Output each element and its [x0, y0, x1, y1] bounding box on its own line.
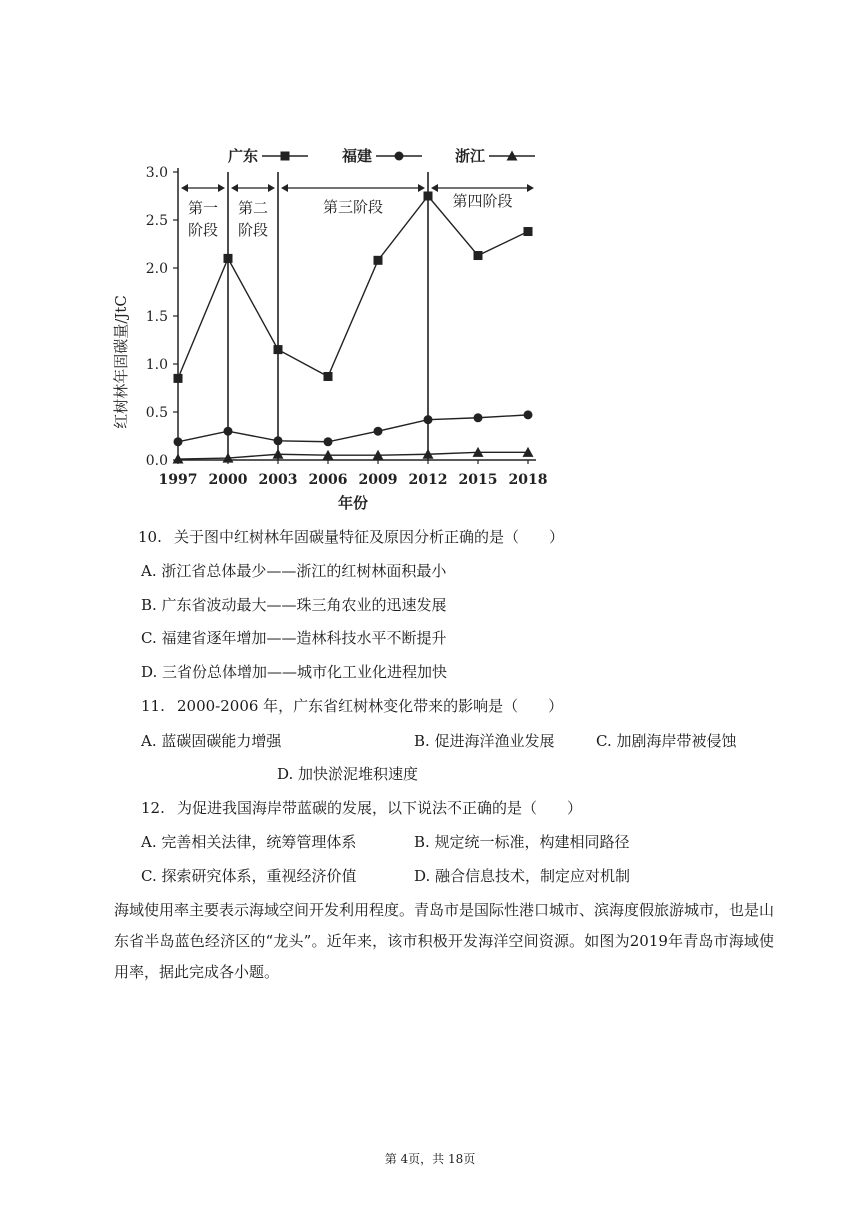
square-marker: [174, 374, 183, 383]
x-tick-label: 2015: [458, 472, 498, 488]
question-10-option-c[interactable]: C. 福建省逐年增加——造林科技水平不断提升: [141, 629, 447, 647]
stage-label: 第四阶段: [452, 192, 513, 210]
square-marker: [224, 254, 233, 263]
x-tick-label: 2006: [308, 472, 348, 488]
question-11-option-d[interactable]: D. 加快淤泥堆积速度: [277, 765, 419, 783]
y-tick-label: 0.0: [145, 453, 168, 469]
passage-paragraph: 海域使用率主要表示海域空间开发利用程度。青岛市是国际性港口城市、滨海度假旅游城市，也是山东省半岛蓝色经济区的“龙头”。近年来，该市积极开发海洋空间资源。如图为2019年青岛市海域使用率，据此完成各小题。: [114, 901, 775, 981]
y-tick-label: 1.0: [145, 357, 168, 373]
question-11-number: 11.: [141, 697, 165, 715]
mangrove-carbon-chart: [110, 138, 560, 518]
question-10-stem: [138, 527, 564, 547]
stage-arrow-head: [268, 184, 275, 192]
x-tick-label: 1997: [158, 472, 198, 488]
circle-marker: [424, 415, 433, 424]
y-axis-label: 红树林年固碳量/JtC: [112, 295, 130, 429]
stage-arrow-head: [418, 184, 425, 192]
circle-marker: [174, 437, 183, 446]
chart-series: [173, 192, 534, 464]
question-12-option-c[interactable]: C. 探索研究体系，重视经济价值: [141, 867, 357, 885]
y-tick-label: 1.5: [145, 309, 168, 325]
circle-marker: [374, 427, 383, 436]
question-12-option-d[interactable]: D. 融合信息技术，制定应对机制: [414, 867, 631, 885]
series-line-square: [178, 196, 528, 378]
y-tick-label: 3.0: [145, 165, 168, 181]
square-marker: [374, 256, 383, 265]
x-tick-label: 2003: [258, 472, 298, 488]
square-marker: [281, 152, 290, 161]
circle-marker: [524, 410, 533, 419]
question-12-option-b[interactable]: B. 规定统一标准，构建相同路径: [414, 833, 630, 851]
question-10-number: 10.: [138, 528, 162, 546]
stage-label: 阶段: [237, 221, 269, 239]
question-10-option-d[interactable]: D. 三省份总体增加——城市化工业化进程加快: [141, 663, 448, 681]
stage-arrow-head: [527, 184, 534, 192]
question-12-text: 为促进我国海岸带蓝碳的发展，以下说法不正确的是（ ）: [177, 799, 583, 817]
circle-marker: [324, 437, 333, 446]
question-10-option-a[interactable]: A. 浙江省总体最少——浙江的红树林面积最小: [141, 562, 447, 580]
x-axis-label: 年份: [337, 494, 369, 512]
question-10-text: 关于图中红树林年固碳量特征及原因分析正确的是（ ）: [174, 528, 565, 546]
stage-arrow-head: [431, 184, 438, 192]
question-11-option-c[interactable]: C. 加剧海岸带被侵蚀: [596, 732, 737, 750]
question-10-option-b[interactable]: B. 广东省波动最大——珠三角农业的迅速发展: [141, 596, 447, 614]
y-tick-label: 2.5: [145, 213, 168, 229]
stage-label: 第三阶段: [322, 198, 384, 216]
circle-marker: [224, 427, 233, 436]
question-11-stem: [141, 696, 563, 716]
square-marker: [524, 227, 533, 236]
stage-arrow-head: [231, 184, 238, 192]
square-marker: [324, 372, 333, 381]
stage-arrow-head: [281, 184, 288, 192]
legend-label: 广东: [228, 147, 259, 165]
page-footer: 第 4页，共 18页: [384, 1152, 476, 1166]
square-marker: [274, 345, 283, 354]
circle-marker: [474, 413, 483, 422]
square-marker: [424, 192, 433, 201]
question-11-option-b[interactable]: B. 促进海洋渔业发展: [414, 732, 555, 750]
x-tick-label: 2012: [408, 472, 448, 488]
stage-label: 阶段: [187, 221, 219, 239]
stage-label: 第二: [237, 199, 269, 217]
circle-marker: [274, 436, 283, 445]
legend-label: 浙江: [455, 147, 486, 165]
y-tick-label: 0.5: [145, 405, 168, 421]
x-tick-label: 2009: [358, 472, 398, 488]
stage-arrow-head: [181, 184, 188, 192]
x-tick-label: 2000: [208, 472, 248, 488]
question-12-option-a[interactable]: A. 完善相关法律，统筹管理体系: [141, 833, 357, 851]
question-12-number: 12.: [141, 799, 165, 817]
question-12-stem: [141, 798, 582, 818]
question-11-option-a[interactable]: A. 蓝碳固碳能力增强: [141, 732, 282, 750]
stage-arrow-head: [218, 184, 225, 192]
question-11-text: 2000-2006 年，广东省红树林变化带来的影响是（ ）: [177, 697, 564, 715]
circle-marker: [395, 152, 404, 161]
square-marker: [474, 251, 483, 260]
legend-label: 福建: [342, 147, 373, 165]
stage-label: 第一: [187, 199, 219, 217]
x-tick-label: 2018: [508, 472, 548, 488]
y-tick-label: 2.0: [145, 261, 168, 277]
chart-legend: [228, 147, 535, 165]
